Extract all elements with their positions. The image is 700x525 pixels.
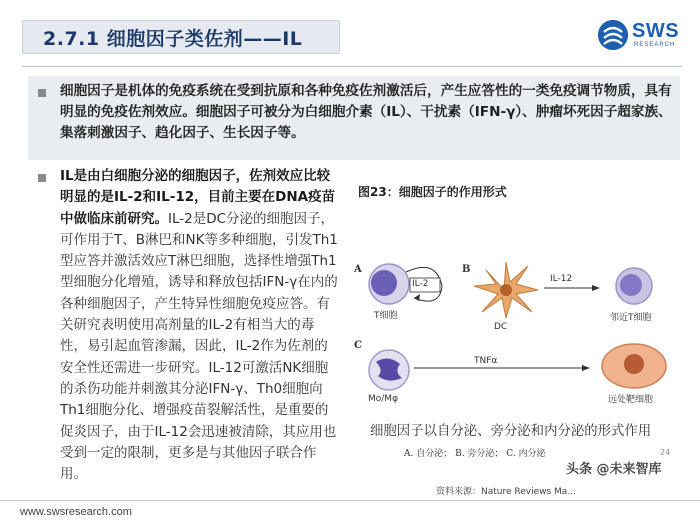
footer-rule: [0, 500, 700, 501]
logo-text: SWS: [632, 20, 680, 42]
figure-caption: 细胞因子以自分泌、旁分泌和内分泌的形式作用: [370, 424, 652, 439]
il-description: [60, 166, 338, 485]
target-cell-label: 远处靶细胞: [608, 395, 654, 405]
panel-a-label: A: [354, 264, 362, 275]
slide-header: [0, 0, 700, 70]
macrophage-label: Mo/Mφ: [368, 394, 399, 404]
bullet-icon: [38, 174, 46, 182]
intro-text: 细胞因子是机体的免疫系统在受到抗原和各种免疫佐剂激活后，产生应答性的一类免疫调节物质，具有明显的免疫佐剂效应。细胞因子可被分为白细胞介素（IL）、干扰素（IFN-γ）、肿瘤坏死因子超家族、集落刺激因子、趋化因子、生长因子等。: [60, 83, 672, 141]
il12-label: IL-12: [550, 274, 573, 284]
bullet-icon: [38, 89, 46, 97]
logo-subtext: RESEARCH: [634, 42, 676, 48]
header-rule: [22, 66, 682, 67]
panel-b-label: B: [462, 264, 471, 275]
footer-url[interactable]: www.swsresearch.com: [20, 506, 132, 518]
slide-title: 2.7.1 细胞因子类佐剂——IL: [43, 27, 303, 50]
il-detail: IL-2是DC分泌的细胞因子，可作用于T、B淋巴和NK等多种细胞，引发Th1型应答并激活效应T淋巴细胞，选择性增强Th1型细胞分化增殖，诱导和释放包括IFN-γ在内的各种细胞因子，产生特异性细胞免疫应答。有关研究表明使用高剂量的IL-2有相当大的毒性，易引起血管渗漏，因此，IL-2作为佐剂的安全性还需进一步研究。IL-12可激活NK细胞的杀伤功能并刺激其分泌IFN-γ、Th0细胞向Th1细胞分化、增强疫苗裂解活性，是重要的促炎因子，由于IL-12会迅速被清除，其应用也受到一定的限制，更多是与其他因子联合作用。: [60, 210, 338, 483]
t-cell-label: T细胞: [374, 311, 398, 321]
logo-mark-icon: [598, 20, 628, 50]
watermark: 头条 @未来智库: [566, 462, 662, 477]
page-number: 24: [660, 448, 671, 457]
il-summary: IL是由白细胞分泌的细胞因子，佐剂效应比较明显的是IL-2和IL-12，目前主要在DNA疫苗中做临床前研究。: [60, 168, 336, 227]
figure-legend: A. 自分泌； B. 旁分泌； C. 内分泌: [404, 449, 546, 459]
source-note: 资料来源：Nature Reviews Ma...: [436, 487, 576, 497]
tnf-label: TNFα: [474, 356, 498, 366]
title-bar: [22, 20, 340, 54]
panel-c-label: C: [354, 340, 362, 351]
dc-label: DC: [494, 322, 508, 332]
il2-label: IL-2: [412, 279, 429, 289]
figure-title: 图23：细胞因子的作用形式: [358, 185, 507, 199]
sws-logo: [598, 20, 690, 50]
neighbor-t-label: 邻近T细胞: [610, 313, 652, 323]
